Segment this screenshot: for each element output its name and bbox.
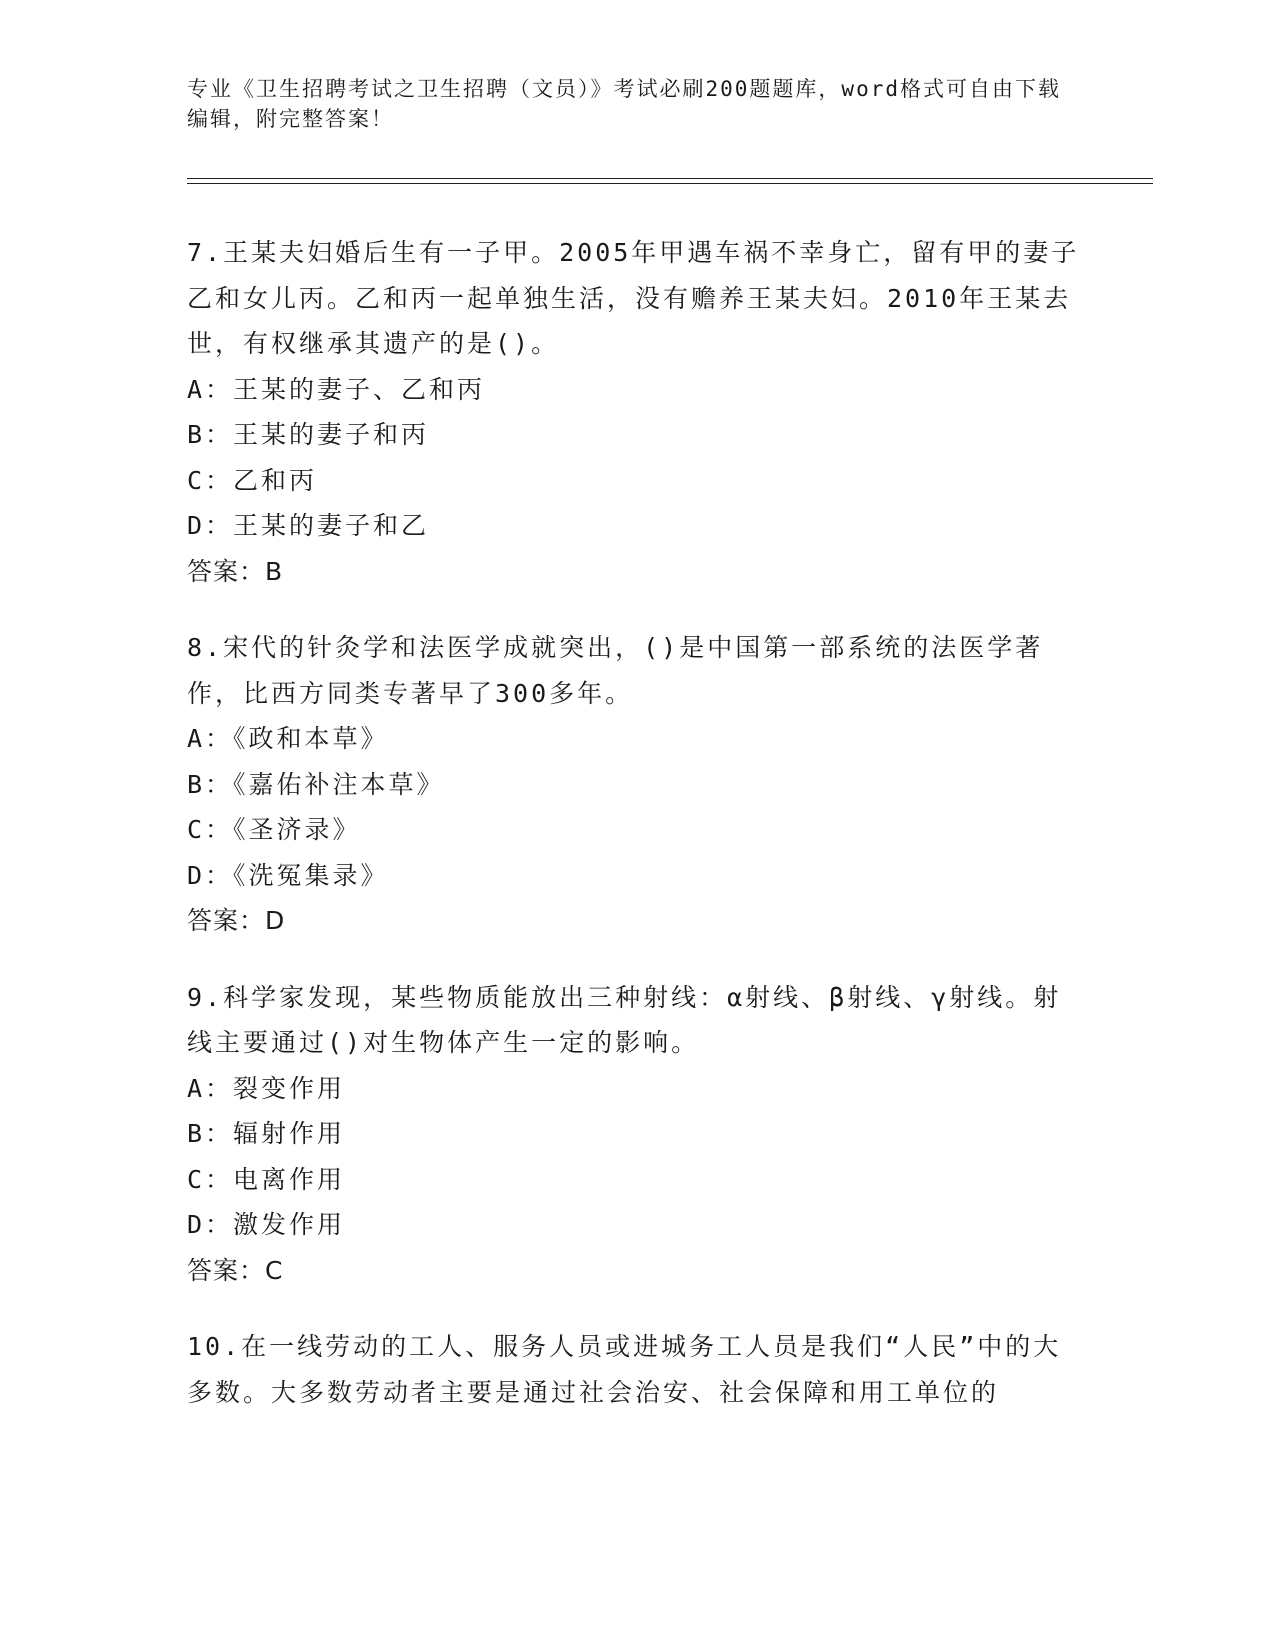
option-b: B：王某的妻子和丙 xyxy=(187,420,430,449)
header-divider-top xyxy=(187,178,1153,179)
answer-label: 答案：B xyxy=(187,556,284,586)
option-a: A：王某的妻子、乙和丙 xyxy=(187,374,486,404)
question-9 xyxy=(187,975,1087,1294)
option-a: A：裂变作用 xyxy=(187,1073,346,1103)
option-d: D：王某的妻子和乙 xyxy=(187,511,430,540)
option-b: B：辐射作用 xyxy=(187,1119,346,1148)
answer-label: 答案：C xyxy=(187,1255,284,1285)
question-stem: 7.王某夫妇婚后生有一子甲。2005年甲遇车祸不幸身亡，留有甲的妻子乙和女儿丙。乙和丙一起单独生活，没有赡养王某夫妇。2010年王某去世，有权继承其遗产的是()。 xyxy=(187,238,1080,358)
option-b: B：《嘉佑补注本草》 xyxy=(187,769,445,799)
header-divider-bottom xyxy=(187,183,1153,184)
question-10 xyxy=(187,1324,1087,1415)
question-8 xyxy=(187,625,1087,944)
header-title: 专业《卫生招聘考试之卫生招聘（文员）》考试必刷200题题库，word格式可自由下载编辑，附完整答案！ xyxy=(187,77,1061,131)
question-list xyxy=(187,230,1087,1446)
question-stem: 8.宋代的针灸学和法医学成就突出，()是中国第一部系统的法医学著作，比西方同类专著早了300多年。 xyxy=(187,633,1044,708)
option-c: C：电离作用 xyxy=(187,1164,346,1194)
option-d: D：激发作用 xyxy=(187,1210,346,1239)
option-c: C：乙和丙 xyxy=(187,465,318,495)
question-stem: 10.在一线劳动的工人、服务人员或进城务工人员是我们“人民”中的大多数。大多数劳动者主要是通过社会治安、社会保障和用工单位的 xyxy=(187,1332,1062,1407)
option-d: D：《洗冤集录》 xyxy=(187,860,389,890)
question-stem: 9.科学家发现，某些物质能放出三种射线：α射线、β射线、γ射线。射线主要通过()对生物体产生一定的影响。 xyxy=(187,982,1062,1057)
answer-label: 答案：D xyxy=(187,906,286,935)
option-c: C：《圣济录》 xyxy=(187,815,361,844)
option-a: A：《政和本草》 xyxy=(187,724,389,753)
question-7 xyxy=(187,230,1087,594)
